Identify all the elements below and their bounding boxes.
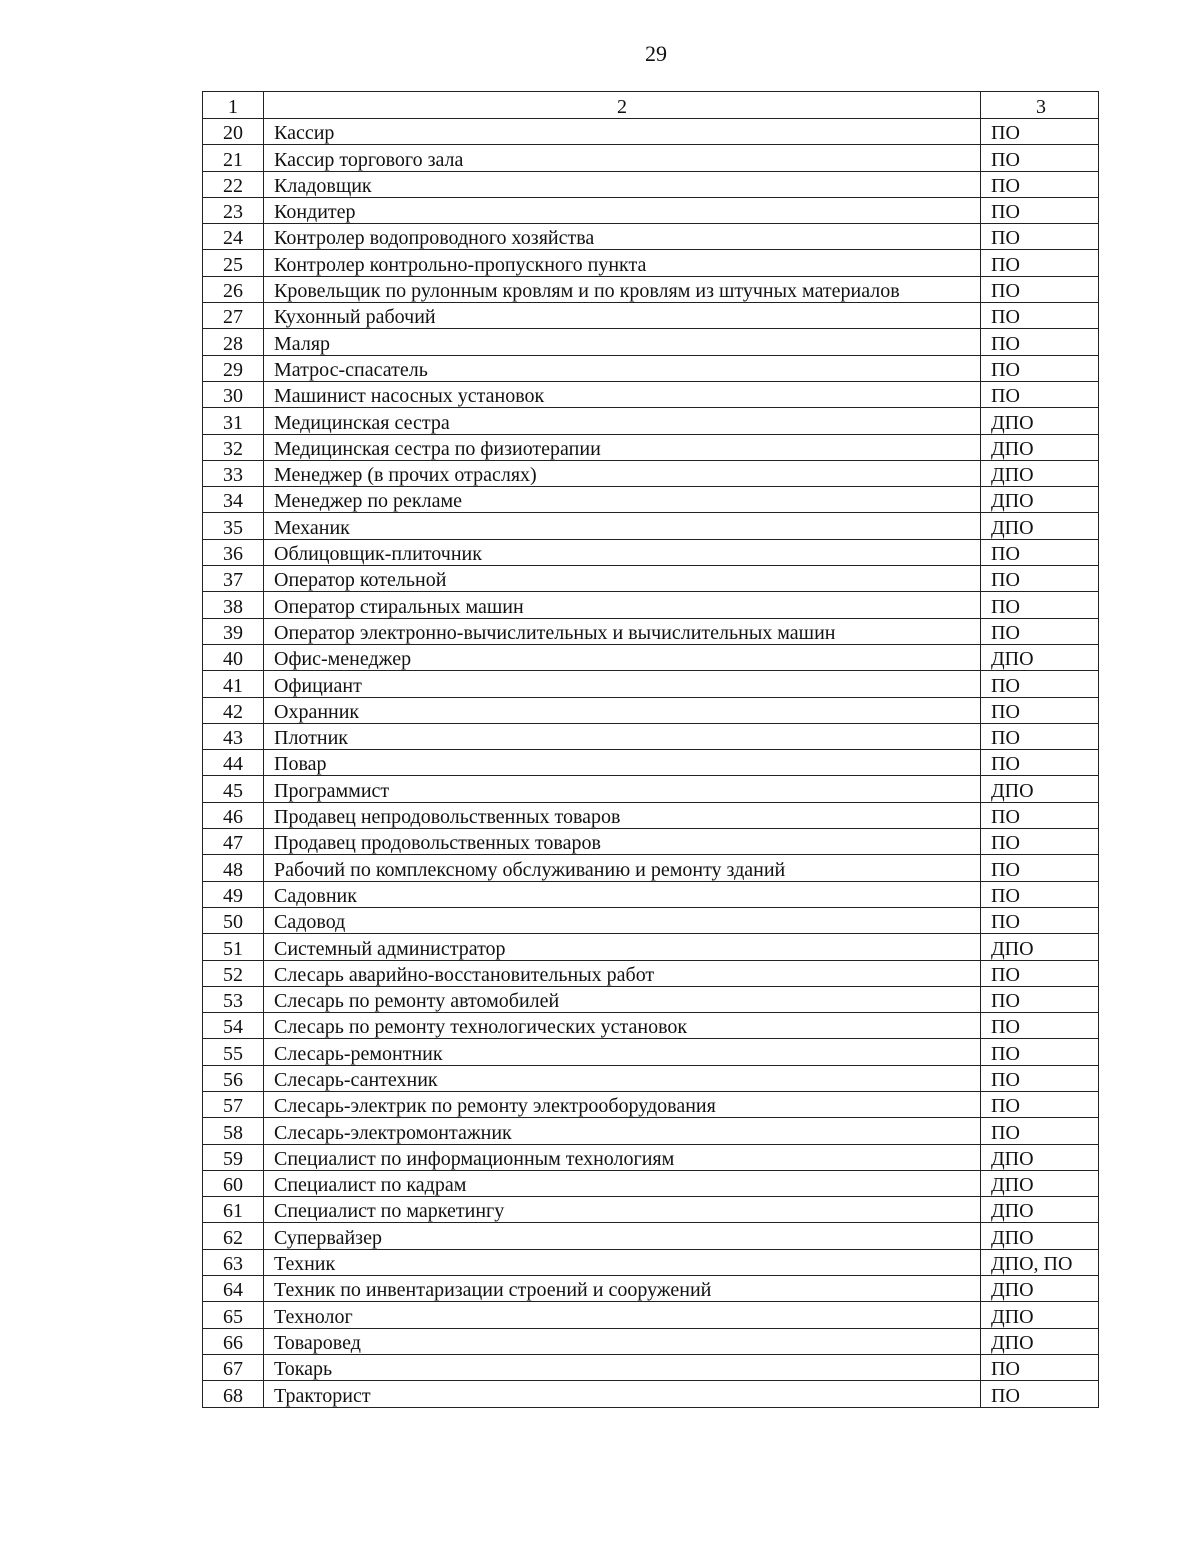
row-number: 29 — [203, 355, 264, 381]
education-type: ДПО — [981, 408, 1099, 434]
row-number: 50 — [203, 907, 264, 933]
row-number: 36 — [203, 539, 264, 565]
education-type: ПО — [981, 592, 1099, 618]
education-type: ДПО — [981, 644, 1099, 670]
education-type: ПО — [981, 566, 1099, 592]
profession-name: Слесарь-ремонтник — [264, 1039, 981, 1065]
row-number: 51 — [203, 934, 264, 960]
profession-name: Техник — [264, 1249, 981, 1275]
table-row — [203, 145, 1099, 171]
profession-name: Кондитер — [264, 197, 981, 223]
row-number: 46 — [203, 802, 264, 828]
profession-name: Специалист по информационным технологиям — [264, 1144, 981, 1170]
profession-name: Матрос-спасатель — [264, 355, 981, 381]
row-number: 21 — [203, 145, 264, 171]
education-type: ПО — [981, 303, 1099, 329]
row-number: 44 — [203, 750, 264, 776]
education-type: ДПО, ПО — [981, 1249, 1099, 1275]
education-type: ДПО — [981, 434, 1099, 460]
row-number: 54 — [203, 1013, 264, 1039]
row-number: 24 — [203, 224, 264, 250]
profession-name: Менеджер по рекламе — [264, 487, 981, 513]
profession-name: Контролер контрольно-пропускного пункта — [264, 250, 981, 276]
row-number: 23 — [203, 197, 264, 223]
row-number: 60 — [203, 1170, 264, 1196]
profession-name: Товаровед — [264, 1328, 981, 1354]
profession-name: Кухонный рабочий — [264, 303, 981, 329]
row-number: 64 — [203, 1276, 264, 1302]
row-number: 32 — [203, 434, 264, 460]
row-number: 31 — [203, 408, 264, 434]
table-row — [203, 171, 1099, 197]
education-type: ПО — [981, 381, 1099, 407]
row-number: 59 — [203, 1144, 264, 1170]
table-row — [203, 276, 1099, 302]
row-number: 37 — [203, 566, 264, 592]
education-type: ПО — [981, 671, 1099, 697]
profession-name: Супервайзер — [264, 1223, 981, 1249]
row-number: 57 — [203, 1091, 264, 1117]
row-number: 42 — [203, 697, 264, 723]
row-number: 49 — [203, 881, 264, 907]
education-type: ПО — [981, 119, 1099, 145]
education-type: ПО — [981, 355, 1099, 381]
profession-name: Оператор котельной — [264, 566, 981, 592]
profession-name: Рабочий по комплексному обслуживанию и ремонту зданий — [264, 855, 981, 881]
row-number: 41 — [203, 671, 264, 697]
table-row — [203, 671, 1099, 697]
row-number: 61 — [203, 1197, 264, 1223]
education-type: ПО — [981, 1013, 1099, 1039]
profession-name: Слесарь-сантехник — [264, 1065, 981, 1091]
row-number: 53 — [203, 986, 264, 1012]
education-type: ДПО — [981, 776, 1099, 802]
profession-name: Системный администратор — [264, 934, 981, 960]
profession-name: Тракторист — [264, 1381, 981, 1407]
column-header-profession: 2 — [264, 92, 981, 119]
row-number: 56 — [203, 1065, 264, 1091]
education-type: ПО — [981, 907, 1099, 933]
row-number: 38 — [203, 592, 264, 618]
education-type: ПО — [981, 171, 1099, 197]
table-row — [203, 1223, 1099, 1249]
profession-name: Программист — [264, 776, 981, 802]
table-row — [203, 829, 1099, 855]
profession-name: Кровельщик по рулонным кровлям и по кровлям из штучных материалов — [264, 276, 981, 302]
education-type: ПО — [981, 1381, 1099, 1407]
row-number: 48 — [203, 855, 264, 881]
education-type: ДПО — [981, 460, 1099, 486]
table-row — [203, 1091, 1099, 1117]
row-number: 63 — [203, 1249, 264, 1275]
table-row — [203, 618, 1099, 644]
table-row — [203, 513, 1099, 539]
education-type: ДПО — [981, 1144, 1099, 1170]
profession-name: Садовник — [264, 881, 981, 907]
profession-name: Оператор стиральных машин — [264, 592, 981, 618]
profession-name: Контролер водопроводного хозяйства — [264, 224, 981, 250]
education-type: ПО — [981, 250, 1099, 276]
table-row — [203, 381, 1099, 407]
table-row — [203, 408, 1099, 434]
table-row — [203, 1302, 1099, 1328]
profession-name: Технолог — [264, 1302, 981, 1328]
profession-name: Повар — [264, 750, 981, 776]
row-number: 62 — [203, 1223, 264, 1249]
row-number: 35 — [203, 513, 264, 539]
row-number: 58 — [203, 1118, 264, 1144]
education-type: ДПО — [981, 487, 1099, 513]
profession-name: Кладовщик — [264, 171, 981, 197]
table-row — [203, 460, 1099, 486]
row-number: 66 — [203, 1328, 264, 1354]
profession-name: Специалист по маркетингу — [264, 1197, 981, 1223]
education-type: ДПО — [981, 1197, 1099, 1223]
table-row — [203, 224, 1099, 250]
education-type: ПО — [981, 1039, 1099, 1065]
education-type: ПО — [981, 329, 1099, 355]
education-type: ПО — [981, 829, 1099, 855]
table-row — [203, 881, 1099, 907]
profession-name: Слесарь-электромонтажник — [264, 1118, 981, 1144]
row-number: 40 — [203, 644, 264, 670]
table-row — [203, 487, 1099, 513]
table-row — [203, 907, 1099, 933]
row-number: 30 — [203, 381, 264, 407]
education-type: ДПО — [981, 1170, 1099, 1196]
profession-name: Садовод — [264, 907, 981, 933]
education-type: ПО — [981, 960, 1099, 986]
education-type: ПО — [981, 618, 1099, 644]
education-type: ПО — [981, 539, 1099, 565]
row-number: 27 — [203, 303, 264, 329]
row-number: 45 — [203, 776, 264, 802]
education-type: ПО — [981, 881, 1099, 907]
profession-name: Медицинская сестра по физиотерапии — [264, 434, 981, 460]
table-row — [203, 329, 1099, 355]
table-row — [203, 250, 1099, 276]
table-row — [203, 1249, 1099, 1275]
profession-name: Кассир торгового зала — [264, 145, 981, 171]
row-number: 52 — [203, 960, 264, 986]
table-row — [203, 802, 1099, 828]
table-row — [203, 197, 1099, 223]
table-row — [203, 1144, 1099, 1170]
row-number: 39 — [203, 618, 264, 644]
profession-name: Облицовщик-плиточник — [264, 539, 981, 565]
profession-name: Официант — [264, 671, 981, 697]
row-number: 28 — [203, 329, 264, 355]
education-type: ПО — [981, 224, 1099, 250]
education-type: ПО — [981, 1091, 1099, 1117]
profession-name: Механик — [264, 513, 981, 539]
row-number: 22 — [203, 171, 264, 197]
profession-name: Слесарь-электрик по ремонту электрооборудования — [264, 1091, 981, 1117]
table-row — [203, 644, 1099, 670]
table-row — [203, 960, 1099, 986]
table-row — [203, 1065, 1099, 1091]
education-type: ДПО — [981, 934, 1099, 960]
row-number: 55 — [203, 1039, 264, 1065]
table-row — [203, 1381, 1099, 1407]
education-type: ПО — [981, 197, 1099, 223]
table-row — [203, 986, 1099, 1012]
row-number: 67 — [203, 1354, 264, 1380]
column-header-education: 3 — [981, 92, 1099, 119]
table-row — [203, 355, 1099, 381]
row-number: 33 — [203, 460, 264, 486]
table-row — [203, 1013, 1099, 1039]
row-number: 65 — [203, 1302, 264, 1328]
table-row — [203, 1039, 1099, 1065]
row-number: 20 — [203, 119, 264, 145]
row-number: 25 — [203, 250, 264, 276]
education-type: ПО — [981, 1065, 1099, 1091]
education-type: ПО — [981, 697, 1099, 723]
row-number: 34 — [203, 487, 264, 513]
profession-name: Слесарь аварийно-восстановительных работ — [264, 960, 981, 986]
table-row — [203, 697, 1099, 723]
column-header-number: 1 — [203, 92, 264, 119]
table-row — [203, 855, 1099, 881]
profession-name: Офис-менеджер — [264, 644, 981, 670]
row-number: 26 — [203, 276, 264, 302]
table-header-row — [203, 92, 1099, 119]
profession-name: Продавец непродовольственных товаров — [264, 802, 981, 828]
profession-name: Оператор электронно-вычислительных и вычислительных машин — [264, 618, 981, 644]
profession-name: Токарь — [264, 1354, 981, 1380]
education-type: ДПО — [981, 1328, 1099, 1354]
profession-name: Техник по инвентаризации строений и сооружений — [264, 1276, 981, 1302]
page-number: 29 — [645, 41, 667, 66]
row-number: 47 — [203, 829, 264, 855]
row-number: 68 — [203, 1381, 264, 1407]
table-row — [203, 566, 1099, 592]
profession-name: Продавец продовольственных товаров — [264, 829, 981, 855]
table-row — [203, 1197, 1099, 1223]
table-row — [203, 723, 1099, 749]
table-row — [203, 776, 1099, 802]
table-row — [203, 750, 1099, 776]
profession-name: Менеджер (в прочих отраслях) — [264, 460, 981, 486]
table-row — [203, 1328, 1099, 1354]
table-row — [203, 1354, 1099, 1380]
table-row — [203, 119, 1099, 145]
profession-name: Маляр — [264, 329, 981, 355]
table-row — [203, 934, 1099, 960]
table-row — [203, 1276, 1099, 1302]
education-type: ДПО — [981, 513, 1099, 539]
education-type: ДПО — [981, 1302, 1099, 1328]
table-row — [203, 539, 1099, 565]
profession-name: Слесарь по ремонту автомобилей — [264, 986, 981, 1012]
education-type: ПО — [981, 802, 1099, 828]
table-row — [203, 1170, 1099, 1196]
table-row — [203, 434, 1099, 460]
profession-name: Охранник — [264, 697, 981, 723]
table-row — [203, 303, 1099, 329]
profession-name: Кассир — [264, 119, 981, 145]
education-type: ПО — [981, 986, 1099, 1012]
education-type: ДПО — [981, 1223, 1099, 1249]
table-row — [203, 1118, 1099, 1144]
profession-name: Специалист по кадрам — [264, 1170, 981, 1196]
table-body — [203, 119, 1099, 1408]
education-type: ПО — [981, 855, 1099, 881]
education-type: ПО — [981, 276, 1099, 302]
education-type: ПО — [981, 145, 1099, 171]
profession-name: Медицинская сестра — [264, 408, 981, 434]
education-type: ПО — [981, 1354, 1099, 1380]
professions-table — [202, 91, 1099, 1408]
profession-name: Машинист насосных установок — [264, 381, 981, 407]
education-type: ПО — [981, 723, 1099, 749]
profession-name: Плотник — [264, 723, 981, 749]
table-row — [203, 592, 1099, 618]
education-type: ДПО — [981, 1276, 1099, 1302]
profession-name: Слесарь по ремонту технологических установок — [264, 1013, 981, 1039]
education-type: ПО — [981, 750, 1099, 776]
row-number: 43 — [203, 723, 264, 749]
education-type: ПО — [981, 1118, 1099, 1144]
